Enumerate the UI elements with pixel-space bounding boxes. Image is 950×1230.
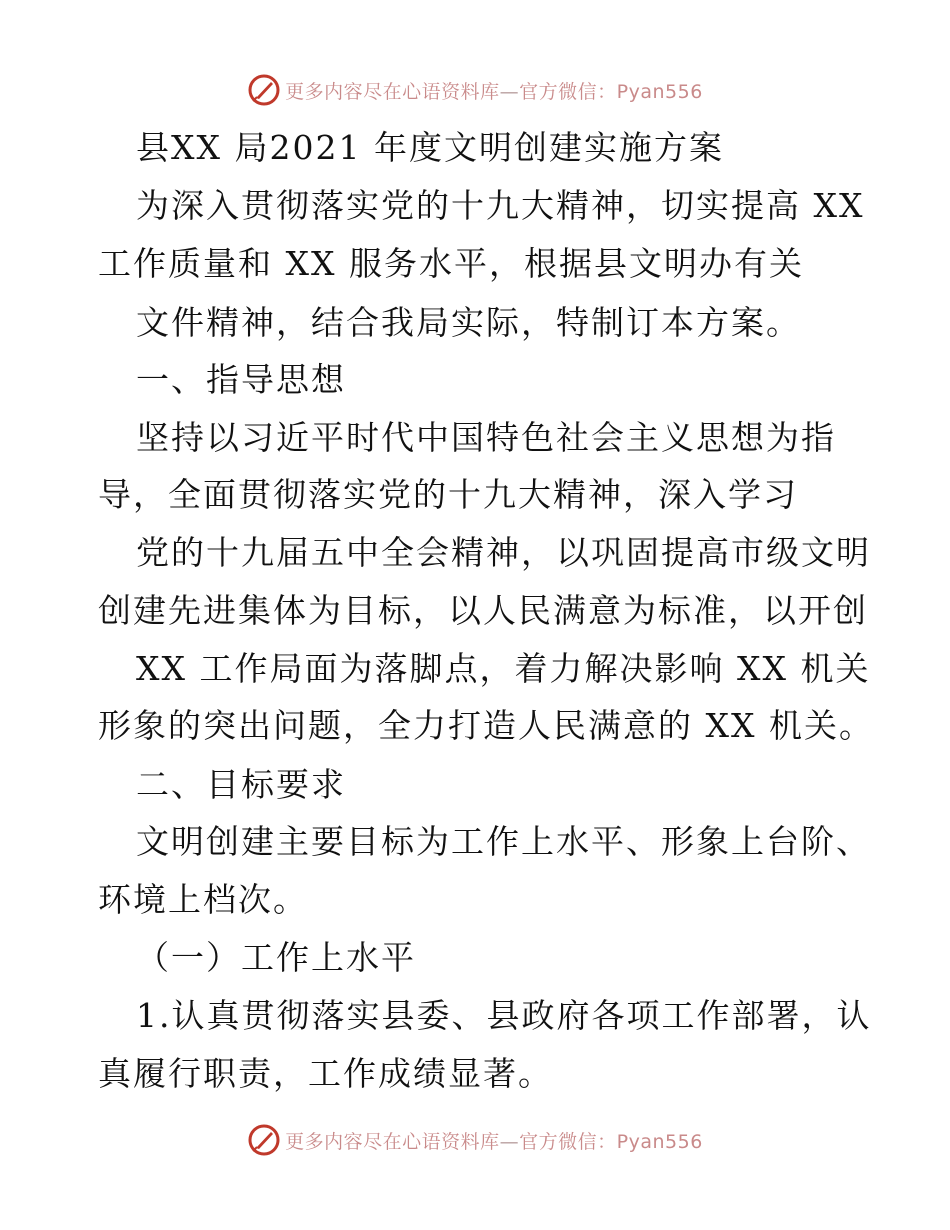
paragraph-line: 真履行职责，工作成绩显著。 [98,1054,553,1093]
paragraph-line: 形象的突出问题，全力打造人民满意的 XX 机关。 [98,706,874,745]
paragraph-line: 导，全面贯彻落实党的十九大精神，深入学习 [98,475,798,514]
paragraph-line: 环境上档次。 [98,880,308,919]
paragraph-line: XX 工作局面为落脚点，着力解决影响 XX 机关 [136,649,871,688]
watermark-prefix: 更多内容尽在心语资料库 [285,1130,500,1153]
paragraph-line: 创建先进集体为目标，以人民满意为标准，以开创 [98,591,868,630]
watermark-suffix: 官方微信：Pyan556 [519,80,703,103]
watermark-text [285,77,703,104]
paragraph-line: 党的十九届五中全会精神，以巩固提高市级文明 [136,533,871,572]
paragraph-line: 为深入贯彻落实党的十九大精神，切实提高 XX [136,186,865,225]
paragraph-line: 坚持以习近平时代中国特色社会主义思想为指 [136,418,836,457]
watermark-prefix: 更多内容尽在心语资料库 [285,80,500,103]
watermark-suffix: 官方微信：Pyan556 [519,1130,703,1153]
paragraph-line: 文件精神，结合我局实际，特制订本方案。 [136,303,801,342]
footer-watermark-banner [0,1120,950,1160]
paragraph-line: 文明创建主要目标为工作上水平、形象上台阶、 [136,822,871,861]
section-heading: 一、指导思想 [136,360,346,399]
subsection-heading: （一）工作上水平 [136,938,416,977]
watermark-dash: — [499,80,520,103]
watermark-dash: — [499,1130,520,1153]
paragraph-line: 工作质量和 XX 服务水平，根据县文明办有关 [98,244,804,283]
quill-logo-icon [247,1123,281,1157]
quill-logo-icon [247,73,281,107]
header-watermark-banner [0,70,950,110]
watermark-text [285,1127,703,1154]
paragraph-line: 1.认真贯彻落实县委、县政府各项工作部署，认 [136,996,872,1035]
section-heading: 二、目标要求 [136,765,346,804]
document-title: 县XX 局2021 年度文明创建实施方案 [136,128,724,167]
